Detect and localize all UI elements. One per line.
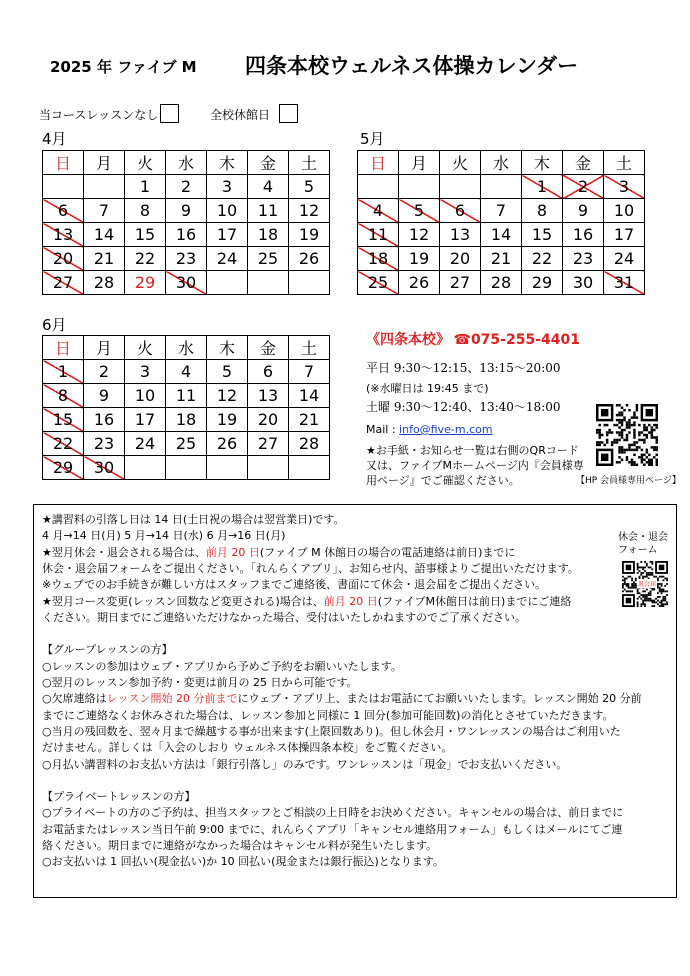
day-cell: 27 — [43, 271, 84, 295]
day-cell: 5 — [207, 360, 248, 384]
note-line — [42, 611, 526, 625]
day-cell: 9 — [563, 199, 604, 223]
note-line — [42, 823, 622, 837]
weekday-header: 日 — [43, 336, 84, 360]
day-cell: 19 — [399, 247, 440, 271]
day-cell: 17 — [207, 223, 248, 247]
day-cell: 29 — [43, 456, 84, 480]
day-cell: 20 — [43, 247, 84, 271]
note-line — [42, 660, 402, 674]
day-cell: 5 — [399, 199, 440, 223]
school-name: 《四条本校》 — [366, 332, 450, 348]
note-segment: ○月払い講習料のお支払い方法は「銀行引落し」のみです。ワンレッスンは「現金」でお支払いください。 — [42, 757, 568, 771]
day-cell: 2 — [84, 360, 125, 384]
day-cell: 3 — [604, 175, 645, 199]
day-cell: 24 — [207, 247, 248, 271]
legend-no-lesson-swatch — [160, 104, 179, 123]
day-cell: 9 — [166, 199, 207, 223]
weekday-header: 土 — [289, 336, 330, 360]
day-cell: 29 — [125, 271, 166, 295]
form-qr-caption — [618, 531, 668, 557]
note-line — [42, 758, 567, 772]
day-cell: 11 — [166, 384, 207, 408]
day-cell: 18 — [358, 247, 399, 271]
day-cell: 18 — [166, 408, 207, 432]
empty-cell — [207, 456, 248, 480]
weekday-header: 土 — [289, 151, 330, 175]
day-cell: 4 — [248, 175, 289, 199]
month-label-may: 5月 — [360, 130, 385, 148]
legend-no-lesson-label: 当コースレッスンなし — [39, 108, 159, 122]
empty-cell — [84, 175, 125, 199]
weekday-header: 木 — [207, 336, 248, 360]
note-segment: にウェブ・アプリ上、またはお電話にてお願いいたします。レッスン開始 20 分前 — [237, 692, 642, 706]
day-cell: 30 — [563, 271, 604, 295]
day-cell: 8 — [43, 384, 84, 408]
day-cell: 28 — [289, 432, 330, 456]
legend-closed-label: 全校休館日 — [210, 108, 271, 122]
hp-members-qr-code[interactable] — [596, 404, 658, 466]
note-segment: 【プライベートレッスンの方】 — [42, 790, 196, 804]
note-line — [42, 790, 196, 804]
notes-box — [33, 504, 677, 898]
weekday-header: 土 — [604, 151, 645, 175]
day-cell: 16 — [563, 223, 604, 247]
weekday-header: 水 — [166, 336, 207, 360]
note-line — [42, 513, 345, 527]
school-phone[interactable]: ☎075-255-4401 — [453, 332, 580, 348]
day-cell: 17 — [604, 223, 645, 247]
day-cell: 27 — [440, 271, 481, 295]
empty-cell — [399, 175, 440, 199]
note-line — [42, 725, 621, 739]
note-segment: ください。期日までにご連絡いただけなかった場合、受付はいたしかねますのでご了承ください。 — [42, 610, 526, 624]
note-segment: お電話またはレッスン当日午前 9:00 までに、れんらくアプリ「キャンセル連絡用フォーム」もしくはメールにてご連 — [42, 822, 623, 836]
note-segment: (ファイブM休館日は前日)までにご連絡 — [377, 594, 572, 608]
day-cell: 4 — [166, 360, 207, 384]
month-label-april: 4月 — [42, 130, 67, 148]
hp-qr-caption: 【HP 会員様専用ページ】 — [576, 476, 681, 486]
note-line — [42, 839, 437, 853]
leave-form-qr-code[interactable] — [622, 561, 668, 607]
day-cell: 26 — [289, 247, 330, 271]
note-segment: レッスン開始 20 分前まで — [106, 692, 238, 706]
empty-cell — [43, 175, 84, 199]
day-cell: 24 — [125, 432, 166, 456]
day-cell: 9 — [84, 384, 125, 408]
empty-cell — [289, 271, 330, 295]
day-cell: 7 — [289, 360, 330, 384]
day-cell: 6 — [43, 199, 84, 223]
day-cell: 26 — [399, 271, 440, 295]
note-segment: 【グループレッスンの方】 — [42, 643, 173, 657]
day-cell: 11 — [358, 223, 399, 247]
day-cell: 21 — [289, 408, 330, 432]
note-segment: (ファイブ M 休館日の場合の電話連絡は前日)までに — [259, 545, 516, 559]
note-line — [42, 595, 571, 609]
note-segment: 4 月→14 日(月) 5 月→14 日(水) 6 月→16 日(月) — [42, 529, 286, 543]
day-cell: 19 — [289, 223, 330, 247]
day-cell: 23 — [84, 432, 125, 456]
day-cell: 15 — [125, 223, 166, 247]
note-segment: ○欠席連絡は — [42, 692, 107, 706]
mail-link[interactable]: info@five-m.com — [399, 423, 493, 436]
day-cell: 23 — [166, 247, 207, 271]
note-segment: ※ウェブでのお手続きが難しい方はスタッフまでご連絡後、書面にて休会・退会届をご提出ください。 — [42, 578, 547, 592]
legend-closed-swatch — [279, 104, 298, 123]
note-line — [42, 676, 358, 690]
mail-label: Mail : — [366, 423, 400, 436]
day-cell: 10 — [207, 199, 248, 223]
weekday-header: 日 — [43, 151, 84, 175]
weekday-header: 金 — [248, 336, 289, 360]
empty-cell — [289, 456, 330, 480]
note-segment: ★講習料の引落し日は 14 日(土日祝の場合は翌営業日)です。 — [42, 513, 345, 526]
day-cell: 18 — [248, 223, 289, 247]
day-cell: 4 — [358, 199, 399, 223]
note-segment: ○当月の残回数を、翌々月まで繰越する事が出来ます(上限回数あり)。但し休会月・ワンレッスンの場合はご利用いた — [42, 724, 621, 738]
note-segment: までにご連絡なくお休みされた場合は、レッスン参加と同様に 1 回分(参加可能回数)の消化とさせていただきます。 — [42, 708, 614, 722]
note-line — [42, 709, 614, 723]
weekday-header: 日 — [358, 151, 399, 175]
day-cell: 22 — [43, 432, 84, 456]
day-cell: 16 — [84, 408, 125, 432]
empty-cell — [248, 456, 289, 480]
day-cell: 7 — [84, 199, 125, 223]
day-cell: 3 — [125, 360, 166, 384]
note-segment: ○レッスンの参加はウェブ・アプリから予めご予約をお願いいたします。 — [42, 659, 402, 673]
day-cell: 10 — [604, 199, 645, 223]
day-cell: 13 — [248, 384, 289, 408]
calendar-june — [42, 335, 330, 480]
month-label-june: 6月 — [42, 316, 67, 334]
day-cell: 24 — [604, 247, 645, 271]
day-cell: 20 — [248, 408, 289, 432]
form-qr-caption-line1: 休会・退会 — [618, 532, 668, 543]
day-cell: 8 — [522, 199, 563, 223]
empty-cell — [358, 175, 399, 199]
note-line — [42, 806, 623, 820]
day-cell: 26 — [207, 432, 248, 456]
day-cell: 25 — [166, 432, 207, 456]
empty-cell — [166, 456, 207, 480]
weekday-header: 金 — [563, 151, 604, 175]
empty-cell — [481, 175, 522, 199]
day-cell: 1 — [125, 175, 166, 199]
weekday-header: 火 — [125, 336, 166, 360]
day-cell: 25 — [248, 247, 289, 271]
day-cell: 27 — [248, 432, 289, 456]
saturday-hours: 土曜 9:30〜12:40、13:40〜18:00 — [366, 400, 561, 414]
day-cell: 1 — [522, 175, 563, 199]
calendar-april — [42, 150, 330, 295]
day-cell: 31 — [604, 271, 645, 295]
day-cell: 2 — [563, 175, 604, 199]
empty-cell — [125, 456, 166, 480]
day-cell: 14 — [481, 223, 522, 247]
note-line — [42, 529, 285, 543]
note-line — [42, 578, 546, 592]
empty-cell — [248, 271, 289, 295]
note-line — [42, 546, 515, 560]
note-segment: ★翌月コース変更(レッスン回数など変更される)場合は、 — [42, 594, 324, 608]
day-cell: 13 — [440, 223, 481, 247]
empty-cell — [207, 271, 248, 295]
day-cell: 13 — [43, 223, 84, 247]
day-cell: 3 — [207, 175, 248, 199]
weekday-header: 月 — [84, 336, 125, 360]
weekday-hours: 平日 9:30〜12:15、13:15〜20:00 — [366, 361, 561, 375]
wednesday-note: (※水曜日は 19:45 まで) — [366, 382, 489, 395]
day-cell: 19 — [207, 408, 248, 432]
weekday-header: 木 — [522, 151, 563, 175]
day-cell: 5 — [289, 175, 330, 199]
weekday-header: 月 — [84, 151, 125, 175]
note-segment: ○翌月のレッスン参加予約・変更は前月の 25 日から可能です。 — [42, 676, 358, 689]
day-cell: 29 — [522, 271, 563, 295]
empty-cell — [440, 175, 481, 199]
notice-line-2: 又は、ファイブMホームページ内『会員様専 — [366, 459, 584, 472]
day-cell: 30 — [84, 456, 125, 480]
mail-line — [366, 422, 493, 437]
note-line — [42, 692, 642, 706]
note-segment: だけません。詳しくは「入会のしおり ウェルネス体操四条本校」をご覧ください。 — [42, 741, 453, 755]
day-cell: 22 — [125, 247, 166, 271]
day-cell: 7 — [481, 199, 522, 223]
note-segment: 前月 20 日 — [323, 594, 378, 608]
note-line — [42, 643, 173, 657]
day-cell: 15 — [522, 223, 563, 247]
note-segment: ○お支払いは 1 回払い(現金払い)か 10 回払い(現金または銀行振込)となります。 — [42, 855, 444, 869]
weekday-header: 木 — [207, 151, 248, 175]
day-cell: 23 — [563, 247, 604, 271]
note-segment: ○プライベートの方のご予約は、担当スタッフとご相談の上日時をお決めください。キャンセルの場合は、前日までに — [42, 806, 624, 820]
day-cell: 1 — [43, 360, 84, 384]
day-cell: 8 — [125, 199, 166, 223]
note-segment: 休会・退会届フォームをご提出ください。「れんらくアプリ」、お知らせ内、語事様よりご提出いただけます。 — [42, 561, 579, 575]
day-cell: 28 — [481, 271, 522, 295]
weekday-header: 火 — [440, 151, 481, 175]
notice-line-3: 用ページ』でご確認ください。 — [366, 474, 520, 487]
year-brand-title: 2025 年 ファイブ M — [50, 58, 197, 76]
day-cell: 16 — [166, 223, 207, 247]
day-cell: 14 — [289, 384, 330, 408]
day-cell: 14 — [84, 223, 125, 247]
weekday-header: 火 — [125, 151, 166, 175]
day-cell: 17 — [125, 408, 166, 432]
note-segment: 絡ください。期日までに連絡がなかった場合はキャンセル料が発生いたします。 — [42, 839, 438, 852]
weekday-header: 月 — [399, 151, 440, 175]
note-segment: 前月 20 日 — [205, 545, 260, 559]
day-cell: 6 — [248, 360, 289, 384]
day-cell: 2 — [166, 175, 207, 199]
notice-line-1: ★お手紙・お知らせ一覧は右側のQRコード — [366, 444, 579, 457]
calendar-title: 四条本校ウェルネス体操カレンダー — [245, 54, 579, 78]
day-cell: 10 — [125, 384, 166, 408]
day-cell: 21 — [481, 247, 522, 271]
calendar-may — [357, 150, 645, 295]
day-cell: 28 — [84, 271, 125, 295]
day-cell: 11 — [248, 199, 289, 223]
weekday-header: 水 — [166, 151, 207, 175]
note-segment: ★翌月休会・退会される場合は、 — [42, 545, 206, 559]
day-cell: 12 — [399, 223, 440, 247]
note-line — [42, 741, 452, 755]
day-cell: 15 — [43, 408, 84, 432]
note-line — [42, 855, 444, 869]
day-cell: 22 — [522, 247, 563, 271]
day-cell: 30 — [166, 271, 207, 295]
day-cell: 21 — [84, 247, 125, 271]
day-cell: 6 — [440, 199, 481, 223]
day-cell: 20 — [440, 247, 481, 271]
weekday-header: 水 — [481, 151, 522, 175]
weekday-header: 金 — [248, 151, 289, 175]
note-line — [42, 562, 579, 576]
day-cell: 25 — [358, 271, 399, 295]
day-cell: 12 — [207, 384, 248, 408]
form-qr-caption-line2: フォーム — [618, 545, 658, 556]
day-cell: 12 — [289, 199, 330, 223]
qr-badge: 退会届 — [638, 581, 657, 588]
school-contact — [366, 333, 580, 348]
